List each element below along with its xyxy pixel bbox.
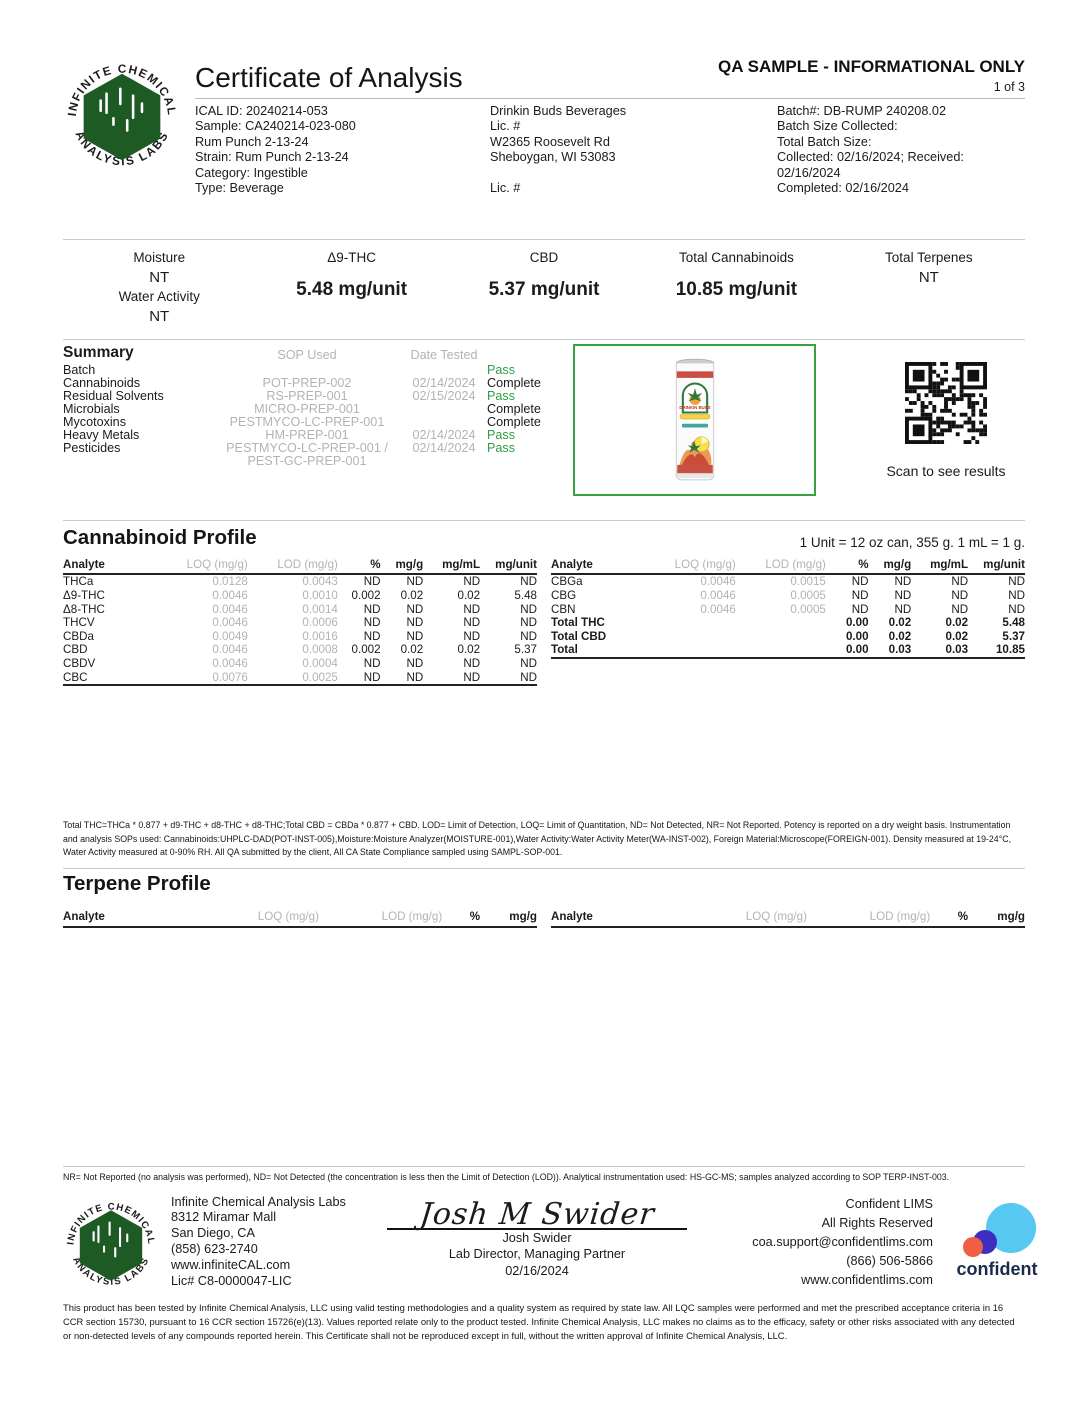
col-percent: % (930, 910, 968, 927)
cbd-label: CBD (529, 250, 559, 266)
table-cell: ND (463, 602, 481, 616)
table-cell: ND (1008, 602, 1025, 616)
table-cell: ND (363, 657, 381, 670)
table-cell: 5.48 (514, 589, 537, 603)
disclaimer: This product has been tested by Infinite Chemical Analysis, LLC using valid testing methodologies and a quality system as required by state law. All LQC samples were performed and met the prescribed acceptance criteria in 16 CCR section 15730, pursuant to 16 CCR section 15726(e)(13). Values reported relate only to the product tested. Infinite Chemical Analysis, LLC makes no claims as to the efficacy, safety or other risks associated with any detected or non-detected levels of any compounds reported herein. This Certificate shall not be reproduced except in full, without the written approval of Infinite Chemical Analysis, LLC. (63, 1301, 1015, 1341)
table-row (63, 630, 537, 644)
col-mg-g: mg/g (968, 910, 1025, 927)
table-cell: 0.0043 (302, 575, 338, 589)
col-lod: LOD (mg/g) (807, 910, 930, 927)
table-cell: CBG (551, 589, 577, 603)
col-lod: LOD (mg/g) (319, 910, 442, 927)
table-cell: ND (406, 670, 424, 684)
col-analyte: Analyte (551, 910, 674, 927)
terpene-section (63, 868, 1025, 928)
cannabinoid-section (63, 520, 1025, 860)
batch-size-collected: Batch Size Collected: (777, 119, 898, 134)
table-cell: 0.0004 (302, 657, 338, 670)
table-cell: 0.03 (888, 643, 912, 657)
header (63, 57, 1025, 196)
lims-block (703, 1195, 1049, 1290)
table-cell: CBDV (63, 657, 96, 670)
table-cell: 0.02 (457, 643, 481, 657)
lab-logo-icon (63, 1195, 159, 1296)
table-cell: 0.0015 (790, 575, 826, 589)
table-cell: ND (406, 629, 424, 643)
table-cell: Δ8-THC (63, 602, 105, 616)
signature-script: Josh M Swider (417, 1196, 657, 1232)
date-tested-header: Date Tested (410, 348, 478, 363)
table-cell: 0.0014 (302, 602, 338, 616)
header-right (195, 57, 1025, 196)
client-address-2: Sheboygan, WI 53083 (490, 150, 616, 165)
table-row (551, 589, 1025, 603)
total-cannabinoids-value: 10.85 mg/unit (675, 279, 798, 301)
table-row (63, 616, 537, 630)
signer-name: Josh Swider (502, 1230, 572, 1245)
terpene-profile-title: Terpene Profile (63, 871, 211, 895)
cannabinoid-table-right (551, 558, 1025, 659)
table-cell: ND (363, 616, 381, 630)
table-cell: Total CBD (551, 629, 607, 643)
lab-name: Infinite Chemical Analysis Labs (171, 1194, 346, 1209)
table-cell: 0.0046 (700, 589, 736, 603)
unit-note: 1 Unit = 12 oz can, 355 g. 1 mL = 1 g. (799, 535, 1025, 551)
batch-number: Batch#: DB-RUMP 240208.02 (777, 104, 947, 118)
table-cell: ND (463, 575, 481, 589)
d9-thc-value: 5.48 mg/unit (296, 279, 408, 301)
table-cell: 0.02 (400, 643, 424, 657)
table-cell: 0.0010 (302, 589, 338, 603)
lab-address-1: 8312 Miramar Mall (171, 1210, 277, 1225)
table-cell: ND (851, 602, 869, 616)
table-cell: 02/14/2024 (412, 427, 476, 442)
table-cell (401, 403, 487, 416)
sample-name: Rum Punch 2-13-24 (195, 134, 309, 149)
table-cell: 0.0025 (302, 670, 338, 684)
table-cell: CBD (63, 643, 88, 657)
table-row (551, 574, 1025, 589)
d9-thc-label: Δ9-THC (327, 250, 376, 266)
table-cell (641, 643, 736, 658)
table-cell: ND (851, 575, 869, 589)
moisture-value: NT (149, 269, 170, 287)
table-cell: ND (463, 616, 481, 630)
table-row (551, 643, 1025, 658)
table-row (63, 429, 551, 442)
page-number: 1 of 3 (993, 80, 1025, 94)
table-cell: 0.0016 (302, 629, 338, 643)
table-cell: ND (894, 589, 912, 603)
client-info (490, 104, 777, 196)
metric-moisture (63, 250, 255, 339)
table-cell: ND (406, 616, 424, 630)
table-cell: 0.00 (845, 629, 869, 643)
table-cell (736, 630, 826, 644)
table-cell: HM-PREP-001 (265, 427, 349, 442)
table-cell: 0.0008 (302, 643, 338, 657)
total-terpenes-label: Total Terpenes (885, 250, 973, 266)
completed-date: Completed: 02/16/2024 (777, 181, 909, 196)
table-cell: Pass (487, 427, 515, 442)
table-cell: ND (951, 575, 969, 589)
table-header-row (551, 558, 1025, 574)
table-row (63, 657, 537, 671)
col-lod: LOD (mg/g) (736, 558, 826, 574)
client-name: Drinkin Buds Beverages (490, 104, 627, 118)
moisture-label: Moisture (133, 250, 186, 266)
table-cell: 0.0046 (212, 602, 248, 616)
metric-cbd (448, 250, 640, 339)
table-row (551, 603, 1025, 617)
cannabinoid-profile-title: Cannabinoid Profile (63, 526, 257, 550)
table-cell: 0.0006 (302, 616, 338, 630)
table-cell: 0.02 (457, 589, 481, 603)
ical-id: ICAL ID: 20240214-053 (195, 104, 328, 118)
cbd-value: 5.37 mg/unit (488, 279, 600, 301)
table-cell: PESTMYCO-LC-PREP-001 (229, 415, 385, 430)
sample-info (195, 104, 490, 196)
qa-notice: QA SAMPLE - INFORMATIONAL ONLY (718, 57, 1025, 76)
table-cell: Microbials (63, 402, 120, 417)
table-cell: Complete (487, 415, 541, 430)
table-cell: ND (463, 657, 481, 670)
table-row (551, 630, 1025, 644)
table-cell: ND (520, 670, 537, 684)
table-header-row (551, 910, 1025, 927)
table-cell: CBGa (551, 575, 583, 589)
table-cell: CBC (63, 670, 88, 684)
col-loq: LOQ (mg/g) (674, 910, 807, 927)
lab-contact-block (171, 1195, 371, 1290)
table-cell: 5.37 (514, 643, 537, 657)
table-cell: THCV (63, 616, 95, 630)
col-analyte: Analyte (551, 558, 641, 574)
lims-phone: (866) 506-5866 (846, 1253, 933, 1268)
table-cell: ND (520, 657, 537, 670)
lims-email: coa.support@confidentlims.com (752, 1234, 933, 1249)
col-loq: LOQ (mg/g) (153, 558, 248, 574)
table-cell: 0.002 (351, 589, 381, 603)
table-cell: 0.02 (945, 629, 969, 643)
table-cell: ND (363, 602, 381, 616)
table-cell: ND (363, 575, 381, 589)
table-cell: ND (851, 589, 869, 603)
summary-header-row (63, 344, 551, 364)
table-cell: CBN (551, 602, 576, 616)
sample-info-columns (195, 98, 1025, 196)
table-cell: 0.02 (888, 616, 912, 630)
lims-website: www.confidentlims.com (801, 1272, 933, 1287)
client-license-2: Lic. # (490, 181, 521, 196)
confident-logo-text: confident (956, 1258, 1038, 1279)
strain: Strain: Rum Punch 2-13-24 (195, 150, 349, 165)
table-cell: 0.00 (845, 643, 869, 657)
lims-rights: All Rights Reserved (821, 1215, 933, 1230)
table-cell: MICRO-PREP-001 (254, 402, 360, 417)
col-mg-unit: mg/unit (968, 558, 1025, 574)
lab-website: www.infiniteCAL.com (171, 1257, 291, 1272)
col-mg-ml: mg/mL (911, 558, 968, 574)
table-cell: 0.0005 (790, 589, 826, 603)
table-cell (736, 616, 826, 630)
col-mg-g: mg/g (381, 558, 424, 574)
lab-license: Lic# C8-0000047-LIC (171, 1273, 292, 1288)
table-cell: Cannabinoids (63, 376, 141, 391)
lab-address-2: San Diego, CA (171, 1226, 255, 1241)
table-cell: 0.0076 (212, 670, 248, 684)
table-cell: ND (520, 575, 537, 589)
table-cell: ND (463, 629, 481, 643)
table-cell: ND (363, 670, 381, 684)
table-cell: 0.00 (845, 616, 869, 630)
footer (63, 1194, 1038, 1296)
table-row (63, 589, 537, 603)
table-cell: Complete (487, 402, 541, 417)
table-cell: ND (363, 629, 381, 643)
client-license-1: Lic. # (490, 119, 521, 134)
lims-name: Confident LIMS (845, 1196, 933, 1211)
table-cell: ND (406, 657, 424, 670)
qr-caption: Scan to see results (886, 463, 1006, 480)
table-header-row (63, 558, 537, 574)
confident-logo-icon (945, 1201, 1049, 1281)
table-cell: 5.37 (1002, 629, 1025, 643)
table-header-row (63, 910, 537, 927)
table-cell: Complete (487, 376, 541, 391)
table-cell: Pass (487, 389, 515, 404)
table-cell: Pass (487, 440, 515, 455)
table-cell: 0.0046 (700, 575, 736, 589)
table-cell (736, 643, 826, 658)
table-cell: ND (951, 589, 969, 603)
table-cell: 02/15/2024 (412, 389, 476, 404)
sample-type: Type: Beverage (195, 181, 284, 196)
table-cell: ND (1008, 589, 1025, 603)
table-row (63, 442, 551, 468)
table-cell: Residual Solvents (63, 389, 164, 404)
col-mg-unit: mg/unit (480, 558, 537, 574)
table-cell (641, 616, 736, 630)
table-row (63, 574, 537, 589)
col-loq: LOQ (mg/g) (186, 910, 319, 927)
water-activity-value: NT (149, 308, 170, 326)
table-row (63, 603, 537, 617)
col-percent: % (338, 558, 381, 574)
summary-table (63, 344, 551, 467)
table-cell: 0.0049 (212, 629, 248, 643)
table-row (63, 643, 537, 657)
col-loq: LOQ (mg/g) (641, 558, 736, 574)
product-can-image (666, 352, 724, 488)
table-cell: Pesticides (63, 440, 121, 455)
table-cell: ND (520, 602, 537, 616)
signature-date: 02/16/2024 (505, 1263, 569, 1278)
total-cannabinoids-label: Total Cannabinoids (679, 250, 794, 266)
table-cell: Heavy Metals (63, 427, 140, 442)
metric-total-terpenes (833, 250, 1025, 339)
category: Category: Ingestible (195, 165, 308, 180)
metric-d9-thc (255, 250, 447, 339)
table-cell: POT-PREP-002 (262, 376, 352, 391)
table-cell: ND (406, 575, 424, 589)
total-terpenes-value: NT (918, 269, 939, 287)
table-cell: Total (551, 643, 578, 657)
qr-code (905, 431, 987, 448)
table-cell: ND (520, 629, 537, 643)
batch-info (777, 104, 1025, 196)
table-cell: ND (520, 616, 537, 630)
metrics-strip (63, 239, 1025, 339)
table-cell: ND (463, 670, 481, 684)
col-mg-g: mg/g (869, 558, 912, 574)
table-cell: 0.0128 (212, 575, 248, 589)
cannabinoid-footnote: Total THC=THCa * 0.877 + d9-THC + d8-THC + d8-THC;Total CBD = CBDa * 0.877 + CBD. LOD= Limit of Detection, LOQ= Limit of Quantitation, ND= Not Detected, NR= Not Reported. Potency is reported on a dry weight basis. Instrumentation and analysis SOPs used: Cannabinoids:UHPLC-DAD(POT-INST-005),Moisture:Moisture Analyzer(MOISTURE-001),Water Activity:Water Activity Meter(WA-INST-002), Foreign Material:Microscope(FOREIGN-001). Density measured at 19-24°C, Water Activity measured at 0-90% RH. All QA submitted by the client, All CA State Compliance sampled using SAMPL-SOP-001. (63, 820, 1012, 858)
summary-title: Summary (63, 344, 134, 362)
qr-block (867, 344, 1025, 479)
signer-title: Lab Director, Managing Partner (448, 1247, 626, 1262)
table-cell: 02/14/2024 (412, 376, 476, 391)
sop-used-header: SOP Used (277, 348, 337, 363)
lab-logo-icon (63, 55, 181, 179)
table-cell: 10.85 (995, 643, 1025, 657)
table-cell: ND (951, 602, 969, 616)
sample-id: Sample: CA240214-023-080 (195, 119, 356, 134)
table-cell: PESTMYCO-LC-PREP-001 / PEST-GC-PREP-001 (226, 440, 388, 468)
table-cell: 0.02 (888, 629, 912, 643)
col-percent: % (826, 558, 869, 574)
table-cell: 0.02 (945, 616, 969, 630)
col-lod: LOD (mg/g) (248, 558, 338, 574)
table-cell: RS-PREP-001 (266, 389, 348, 404)
table-cell: 0.0046 (700, 602, 736, 616)
table-cell: Pass (487, 363, 515, 378)
table-cell: ND (406, 602, 424, 616)
collected-received-dates: Collected: 02/16/2024; Received: 02/16/2024 (777, 150, 964, 180)
col-mg-ml: mg/mL (423, 558, 480, 574)
table-cell: 0.0005 (790, 602, 826, 616)
table-cell: THCa (63, 575, 94, 589)
col-analyte: Analyte (63, 558, 153, 574)
total-batch-size: Total Batch Size: (777, 134, 872, 149)
terpene-note: NR= Not Reported (no analysis was performed), ND= Not Detected (the concentration is less then the Limit of Detection (LOD)). Analytical instrumentation used: HS-GC-MS; samples analyzed according to SOP TERP-INST-003. (63, 1166, 1025, 1185)
table-cell: CBDa (63, 629, 94, 643)
table-cell: 02/14/2024 (412, 440, 476, 455)
table-row (551, 616, 1025, 630)
metric-total-cannabinoids (640, 250, 832, 339)
table-cell: 0.02 (400, 589, 424, 603)
cannabinoid-table-left (63, 558, 537, 686)
col-mg-g: mg/g (480, 910, 537, 927)
table-row (63, 671, 537, 686)
table-cell: Batch (63, 363, 96, 378)
signature-block (371, 1195, 703, 1280)
client-address-1: W2365 Roosevelt Rd (490, 134, 610, 149)
table-cell: 0.0046 (212, 589, 248, 603)
col-percent: % (442, 910, 480, 927)
status-header (487, 344, 551, 364)
table-cell: 0.03 (945, 643, 969, 657)
col-analyte: Analyte (63, 910, 186, 927)
page-title: Certificate of Analysis (195, 62, 463, 93)
table-cell: 0.0046 (212, 657, 248, 670)
table-cell: 0.0046 (212, 643, 248, 657)
lab-phone: (858) 623-2740 (171, 1241, 258, 1256)
table-cell: ND (894, 575, 912, 589)
terpene-table-left (63, 910, 537, 928)
table-cell: Total THC (551, 616, 605, 630)
spacer (490, 166, 777, 181)
table-cell (641, 630, 736, 644)
product-photo-frame (573, 344, 816, 496)
table-cell: Mycotoxins (63, 415, 126, 430)
table-cell: ND (894, 602, 912, 616)
water-activity-label: Water Activity (118, 289, 200, 305)
table-cell: Δ9-THC (63, 589, 105, 603)
table-cell: 5.48 (1002, 616, 1025, 630)
terpene-table-right (551, 910, 1025, 928)
can-brand-text: DRINKIN BUDS (678, 405, 711, 411)
table-cell: 0.0046 (212, 616, 248, 630)
summary-section (63, 339, 1025, 520)
table-cell: ND (1008, 575, 1025, 589)
table-cell: 0.002 (351, 643, 381, 657)
